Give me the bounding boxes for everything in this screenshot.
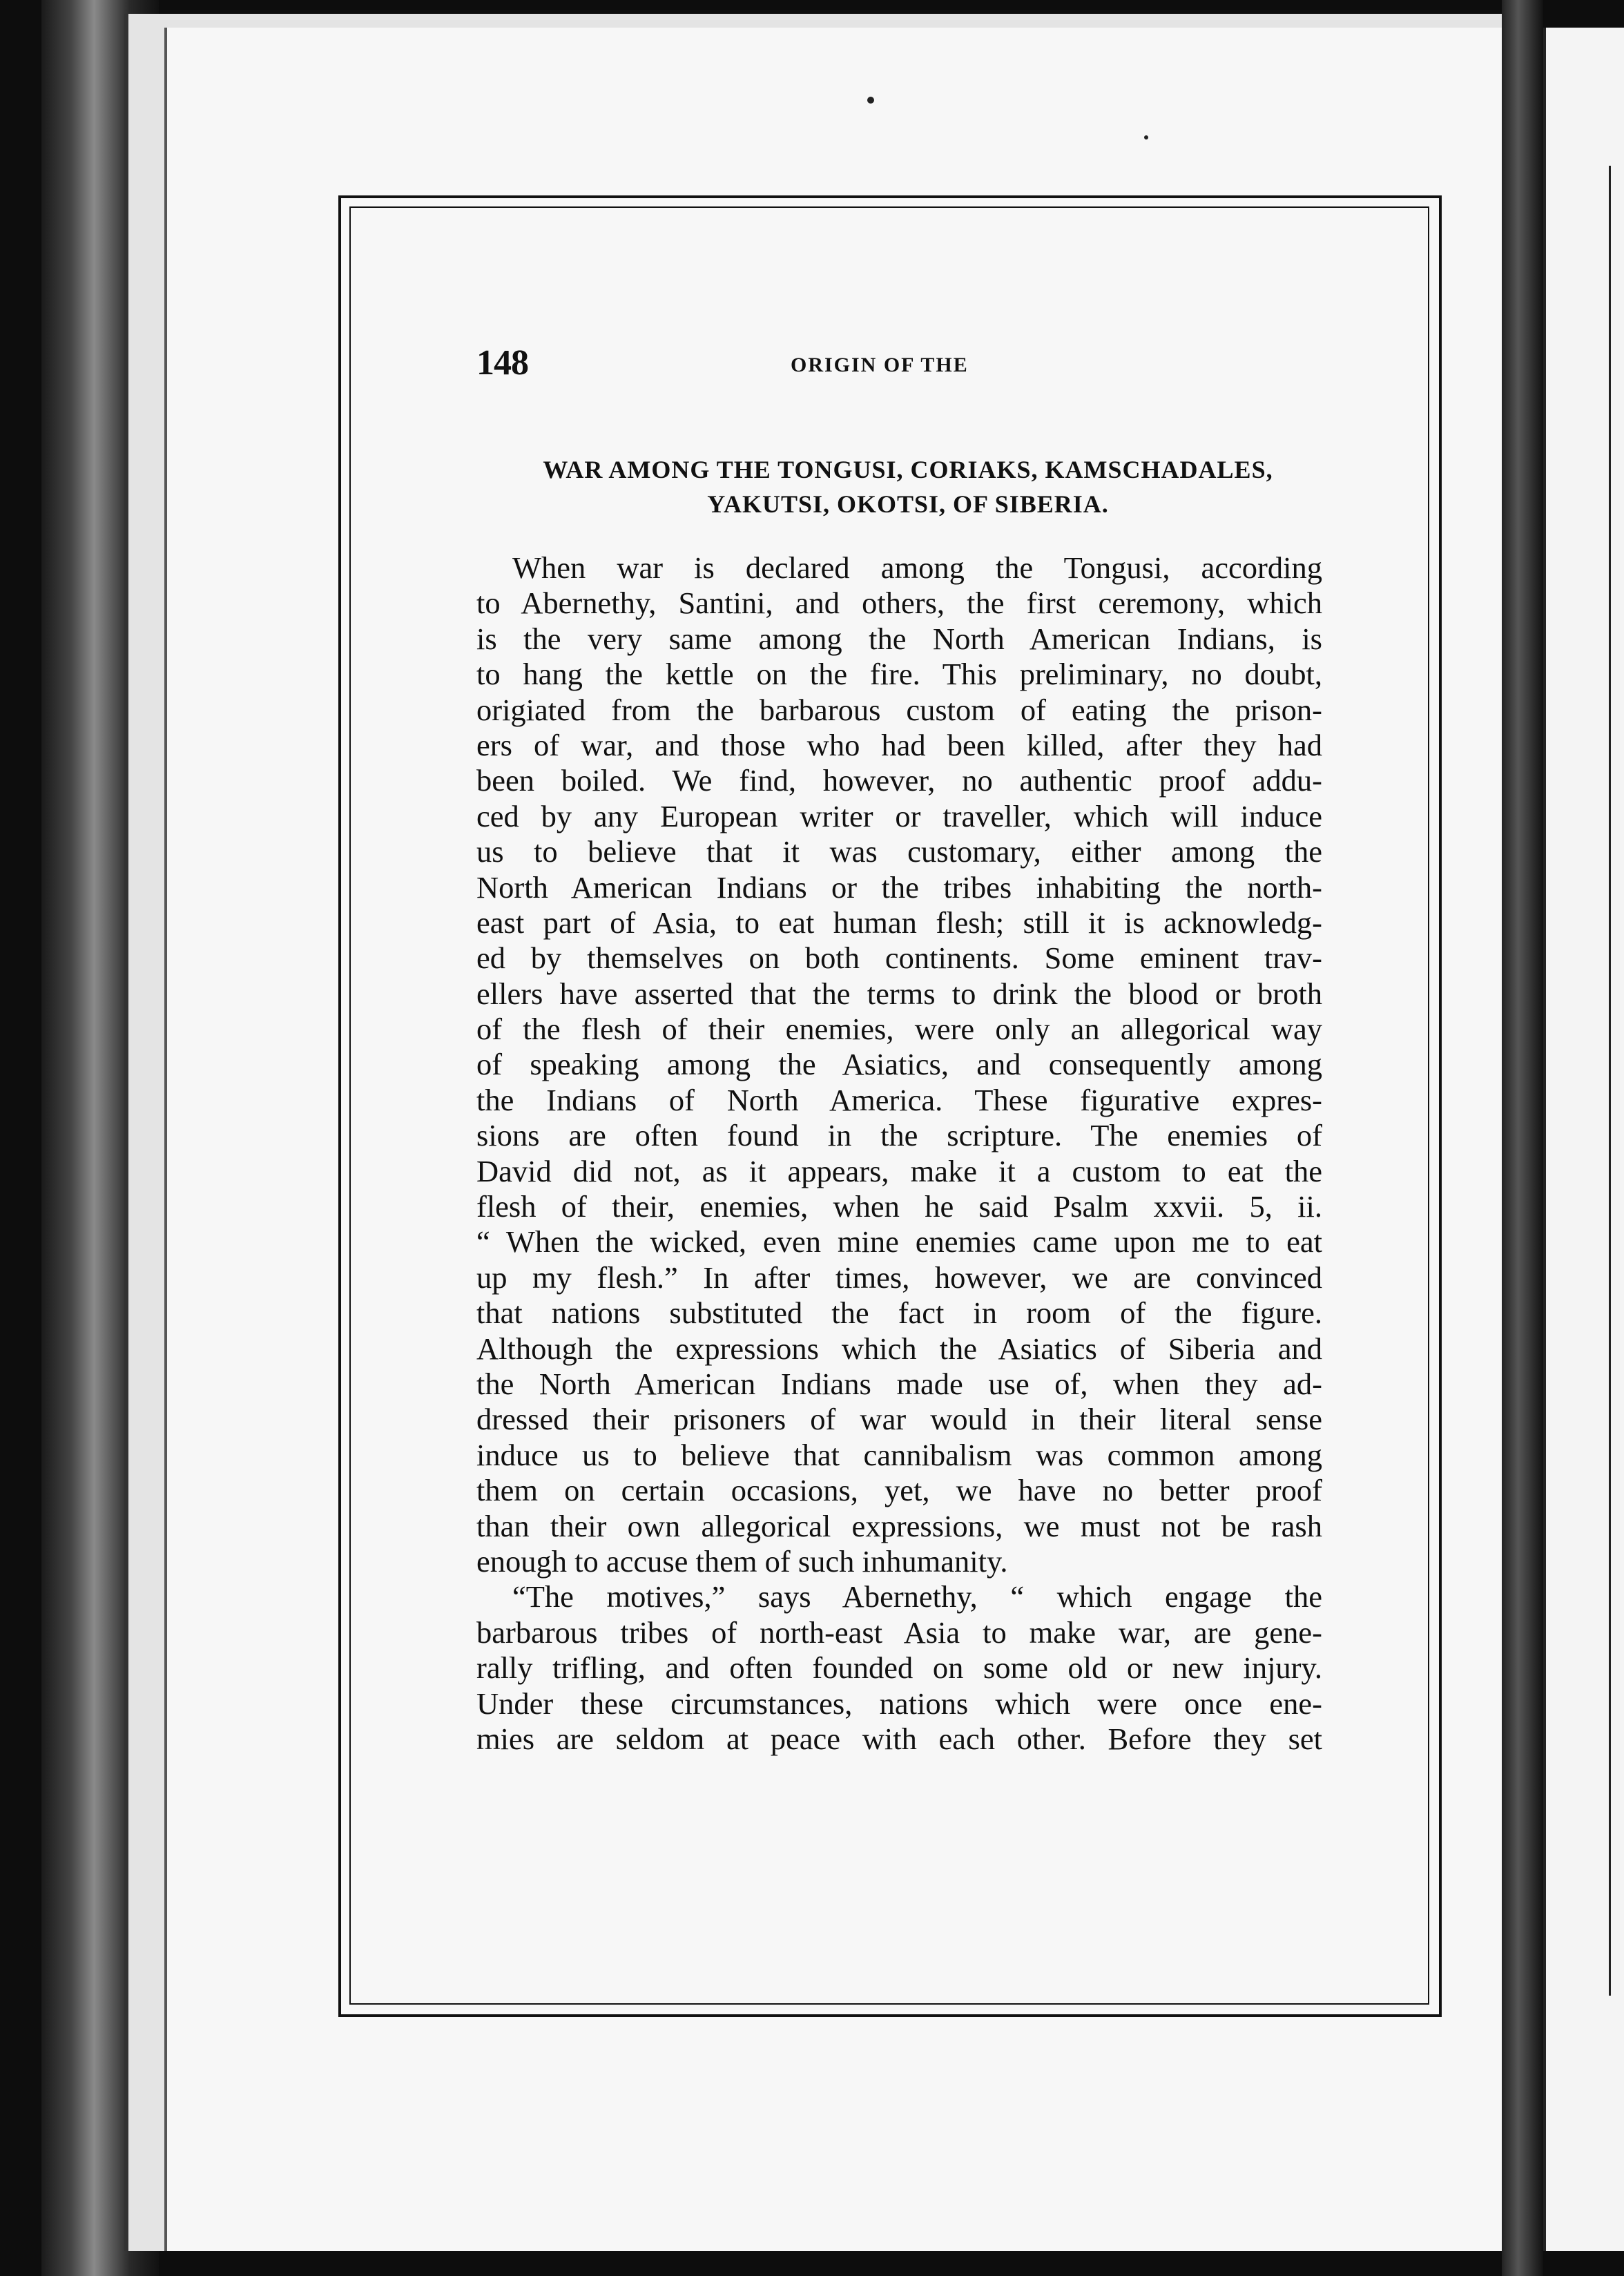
text-line: of the flesh of their enemies, were only an allegorical way: [476, 1012, 1322, 1047]
text-line: east part of Asia, to eat human flesh; still it is acknowledg-: [476, 905, 1322, 940]
text-line: David did not, as it appears, make it a custom to eat the: [476, 1153, 1322, 1188]
text-line: ed by themselves on both continents. Some eminent trav-: [476, 941, 1322, 976]
text-line: of speaking among the Asiatics, and consequently among: [476, 1047, 1322, 1082]
text-line: Although the expressions which the Asiatics of Siberia and: [476, 1331, 1322, 1366]
chapter-heading: [476, 452, 1340, 521]
text-line: Under these circumstances, nations which were once ene-: [476, 1686, 1322, 1721]
page-number: 148: [476, 343, 528, 383]
text-line: mies are seldom at peace with each other. Before they set: [476, 1721, 1322, 1756]
text-line: induce us to believe that cannibalism was common among: [476, 1437, 1322, 1472]
text-line: North American Indians or the tribes inhabiting the north-: [476, 869, 1322, 905]
text-line: ellers have asserted that the terms to drink the blood or broth: [476, 976, 1322, 1011]
text-line: barbarous tribes of north-east Asia to make war, are gene-: [476, 1614, 1322, 1650]
text-line: “The motives,” says Abernethy, “ which engage the: [512, 1579, 1322, 1614]
text-line: been boiled. We find, however, no authentic proof addu-: [476, 763, 1322, 798]
text-line: enough to accuse them of such inhumanity.: [476, 1543, 1008, 1579]
text-line: to Abernethy, Santini, and others, the first ceremony, which: [476, 586, 1322, 621]
text-line: origiated from the barbarous custom of eating the prison-: [476, 692, 1322, 727]
running-head: [476, 343, 1319, 384]
running-title: ORIGIN OF THE: [791, 354, 969, 376]
text-line: flesh of their, enemies, when he said Psalm xxvii. 5, ii.: [476, 1189, 1322, 1224]
text-line: sions are often found in the scripture. The enemies of: [476, 1118, 1322, 1153]
text-line: them on certain occasions, yet, we have no better proof: [476, 1473, 1322, 1508]
text-line: to hang the kettle on the fire. This preliminary, no doubt,: [476, 657, 1322, 692]
text-line: When war is declared among the Tongusi, according: [512, 550, 1322, 585]
text-line: the Indians of North America. These figurative expres-: [476, 1082, 1322, 1117]
body-text: [476, 550, 1322, 1757]
text-line: than their own allegorical expressions, we must not be rash: [476, 1508, 1322, 1543]
text-line: ced by any European writer or traveller, which will induce: [476, 798, 1322, 833]
text-line: up my flesh.” In after times, however, we are convinced: [476, 1260, 1322, 1295]
heading-line: WAR AMONG THE TONGUSI, CORIAKS, KAMSCHADALES,: [543, 456, 1273, 483]
text-line: rally trifling, and often founded on some old or new injury.: [476, 1650, 1322, 1686]
ink-speck: [1144, 135, 1148, 139]
text-line: “ When the wicked, even mine enemies came upon me to eat: [476, 1224, 1322, 1260]
heading-line: YAKUTSI, OKOTSI, OF SIBERIA.: [707, 490, 1109, 518]
text-line: that nations substituted the fact in room of the figure.: [476, 1295, 1322, 1331]
text-line: is the very same among the North American Indians, is: [476, 621, 1322, 656]
book-spine-right: [1502, 0, 1543, 2276]
next-page-rule: [1609, 166, 1615, 1996]
text-line: us to believe that it was customary, either among the: [476, 834, 1322, 869]
text-line: ers of war, and those who had been killed, after they had: [476, 727, 1322, 762]
text-line: dressed their prisoners of war would in their literal sense: [476, 1402, 1322, 1437]
text-line: the North American Indians made use of, when they ad-: [476, 1366, 1322, 1401]
ink-speck: [867, 97, 874, 104]
